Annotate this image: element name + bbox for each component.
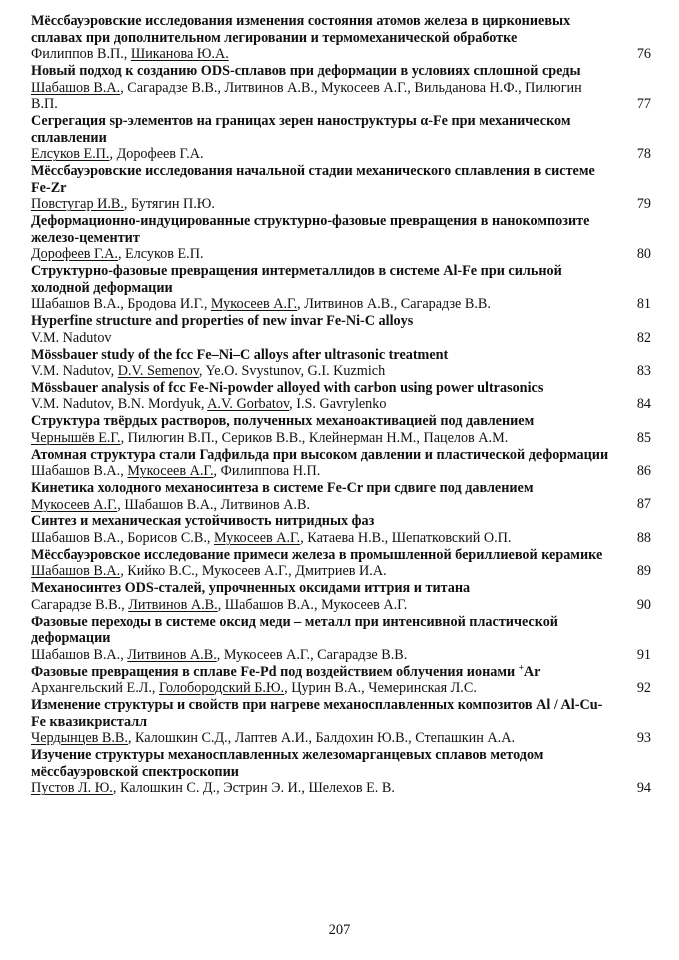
presenting-author: Мукосеев А.Г.	[210, 296, 298, 313]
presenting-author: Чердынцев В.В.	[31, 730, 128, 747]
toc-entry	[31, 447, 651, 480]
presenting-author: Чернышёв Е.Г.	[31, 429, 121, 446]
toc-entry	[31, 63, 651, 113]
entry-title: Фазовые превращения в сплаве Fe-Pd под воздействием облучения ионами +Ar	[31, 661, 541, 680]
entry-page-number: 94	[636, 779, 651, 796]
entry-title: Деформационно-индуцированные структурно-фазовые превращения в нанокомпозите железо-цементит	[31, 213, 590, 246]
page-number: 207	[328, 922, 351, 938]
presenting-author: D.V. Semenov	[117, 363, 199, 380]
presenting-author: Мукосеев А.Г.	[127, 463, 214, 480]
entry-title: Mössbauer study of the fcc Fe–Ni–C alloys after ultrasonic treatment	[31, 346, 449, 363]
entry-page-number: 85	[636, 429, 651, 446]
entry-title: Мёссбауэровское исследование примеси железа в промышленной бериллиевой керамике	[31, 546, 603, 563]
toc-entry	[31, 213, 651, 263]
entry-authors: V.M. Nadutov, B.N. Mordyuk, A.V. Gorbatov, I.S. Gavrylenko	[31, 396, 387, 413]
toc-entry	[31, 661, 651, 697]
toc-entry	[31, 697, 651, 747]
entry-page-number: 91	[636, 646, 651, 663]
entry-page-number: 88	[636, 529, 651, 546]
entry-authors: V.M. Nadutov, D.V. Semenov, Ye.O. Svystunov, G.I. Kuzmich	[31, 363, 386, 380]
toc-entry	[31, 513, 651, 546]
toc-entry	[31, 580, 651, 613]
toc-entry	[31, 480, 651, 513]
presenting-author: Елсуков Е.П.	[31, 146, 110, 163]
table-of-contents	[31, 13, 651, 797]
presenting-author: Литвинов А.В.	[127, 646, 217, 663]
entry-authors: Филиппов В.П., Шиканова Ю.А.	[31, 46, 229, 63]
entry-authors: Мукосеев А.Г., Шабашов В.А., Литвинов А.В.	[31, 496, 311, 513]
entry-authors: V.M. Nadutov	[31, 329, 112, 346]
presenting-author: Дорофеев Г.А.	[31, 246, 118, 263]
presenting-author: Литвинов А.В.	[128, 596, 218, 613]
entry-page-number: 77	[636, 96, 651, 113]
entry-page-number: 76	[636, 45, 651, 62]
presenting-author: Шиканова Ю.А.	[130, 46, 229, 63]
entry-title: Атомная структура стали Гадфильда при высоком давлении и пластической деформации	[31, 446, 609, 463]
entry-page-number: 80	[636, 246, 651, 263]
entry-title: Мёссбауэровские исследования изменения состояния атомов железа в циркониевых сплавах при дополнительном легировании и термомеханической обработке	[31, 13, 571, 46]
entry-authors: Шабашов В.А., Кийко В.С., Мукосеев А.Г., Дмитриев И.А.	[31, 563, 387, 580]
presenting-author: Мукосеев А.Г.	[213, 530, 301, 547]
entry-page-number: 79	[636, 196, 651, 213]
toc-entry	[31, 347, 651, 380]
entry-title: Фазовые переходы в системе оксид меди – металл при интенсивной пластической деформации	[31, 613, 558, 647]
toc-entry	[31, 313, 651, 346]
toc-entry	[31, 413, 651, 446]
entry-authors: Шабашов В.А., Литвинов А.В., Мукосеев А.Г., Сагарадзе В.В.	[31, 646, 408, 663]
entry-authors: Архангельский Е.Л., Голобородский Б.Ю., Цурин В.А., Чемеринская Л.С.	[31, 680, 477, 697]
entry-title: Кинетика холодного механосинтеза в системе Fe-Cr при сдвиге под давлением	[31, 480, 534, 497]
entry-title: Hyperfine structure and properties of new invar Fe-Ni-C alloys	[31, 313, 414, 330]
entry-title: Mössbauer analysis of fcc Fe-Ni-powder alloyed with carbon using power ultrasonics	[31, 379, 544, 396]
entry-authors: Шабашов В.А., Мукосеев А.Г., Филиппова Н.П.	[31, 463, 321, 480]
entry-authors: Дорофеев Г.А., Елсуков Е.П.	[31, 246, 204, 263]
presenting-author: Мукосеев А.Г.	[31, 496, 118, 513]
entry-title: Механосинтез ODS-сталей, упрочненных оксидами иттрия и титана	[31, 580, 471, 597]
presenting-author: Шабашов В.А.	[31, 563, 121, 580]
entry-page-number: 81	[636, 296, 651, 313]
toc-entry	[31, 163, 651, 213]
entry-authors: Шабашов В.А., Бродова И.Г., Мукосеев А.Г., Литвинов А.В., Сагарадзе В.В.	[31, 296, 491, 313]
entry-title: Изучение структуры механосплавленных железомарганцевых сплавов методом мёссбауэровской спектроскопии	[31, 746, 544, 780]
toc-entry	[31, 380, 651, 413]
entry-title: Структура твёрдых растворов, полученных механоактивацией под давлением	[31, 413, 535, 430]
entry-authors: Елсуков Е.П., Дорофеев Г.А.	[31, 146, 204, 163]
entry-title: Изменение структуры и свойств при нагреве механосплавленных композитов Al / Al-Cu-Fe квазикристалл	[31, 697, 603, 730]
toc-entry	[31, 13, 651, 63]
toc-entry	[31, 614, 651, 664]
presenting-author: Пустов Л. Ю.	[31, 780, 113, 797]
entry-authors: Чернышёв Е.Г., Пилюгин В.П., Сериков В.В., Клейнерман Н.М., Пацелов А.М.	[31, 429, 509, 446]
entry-authors: Пустов Л. Ю., Калошкин С. Д., Эстрин Э. И., Шелехов Е. В.	[31, 780, 395, 797]
toc-entry	[31, 113, 651, 163]
entry-page-number: 90	[636, 596, 651, 613]
entry-page-number: 92	[636, 680, 651, 696]
entry-page-number: 89	[636, 563, 651, 580]
entry-authors: Шабашов В.А., Сагарадзе В.В., Литвинов А.В., Мукосеев А.Г., Вильданова Н.Ф., Пилюгин В.П.	[31, 79, 582, 113]
entry-page-number: 86	[636, 463, 651, 480]
toc-entry	[31, 263, 651, 313]
entry-page-number: 93	[636, 729, 651, 746]
entry-title: Сегрегация sp-элементов на границах зерен наноструктуры α-Fe при механическом сплавлении	[31, 113, 571, 146]
presenting-author: Повстугар И.В.	[31, 196, 124, 213]
entry-page-number: 87	[636, 496, 651, 513]
entry-title: Новый подход к созданию ODS-сплавов при деформации в условиях сплошной среды	[31, 62, 581, 79]
presenting-author: Голобородский Б.Ю.	[159, 680, 285, 697]
toc-entry	[31, 547, 651, 580]
presenting-author: A.V. Gorbatov	[207, 396, 290, 413]
entry-title: Мёссбауэровские исследования начальной стадии механического сплавления в системе Fe-Zr	[31, 163, 595, 196]
entry-title: Синтез и механическая устойчивость нитридных фаз	[31, 513, 375, 530]
entry-authors: Повстугар И.В., Бутягин П.Ю.	[31, 196, 215, 213]
entry-page-number: 82	[636, 329, 651, 346]
presenting-author: Шабашов В.А.	[31, 79, 121, 96]
entry-authors: Чердынцев В.В., Калошкин С.Д., Лаптев А.И., Балдохин Ю.В., Степашкин А.А.	[31, 730, 515, 747]
toc-entry	[31, 747, 651, 797]
entry-authors: Сагарадзе В.В., Литвинов А.В., Шабашов В.А., Мукосеев А.Г.	[31, 596, 408, 613]
entry-page-number: 78	[636, 146, 651, 163]
entry-title: Структурно-фазовые превращения интерметаллидов в системе Al-Fe при сильной холодной деформации	[31, 263, 562, 296]
entry-authors: Шабашов В.А., Борисов С.В., Мукосеев А.Г., Катаева Н.В., Шепатковский О.П.	[31, 530, 512, 547]
entry-page-number: 83	[636, 362, 651, 379]
entry-page-number: 84	[636, 396, 651, 413]
